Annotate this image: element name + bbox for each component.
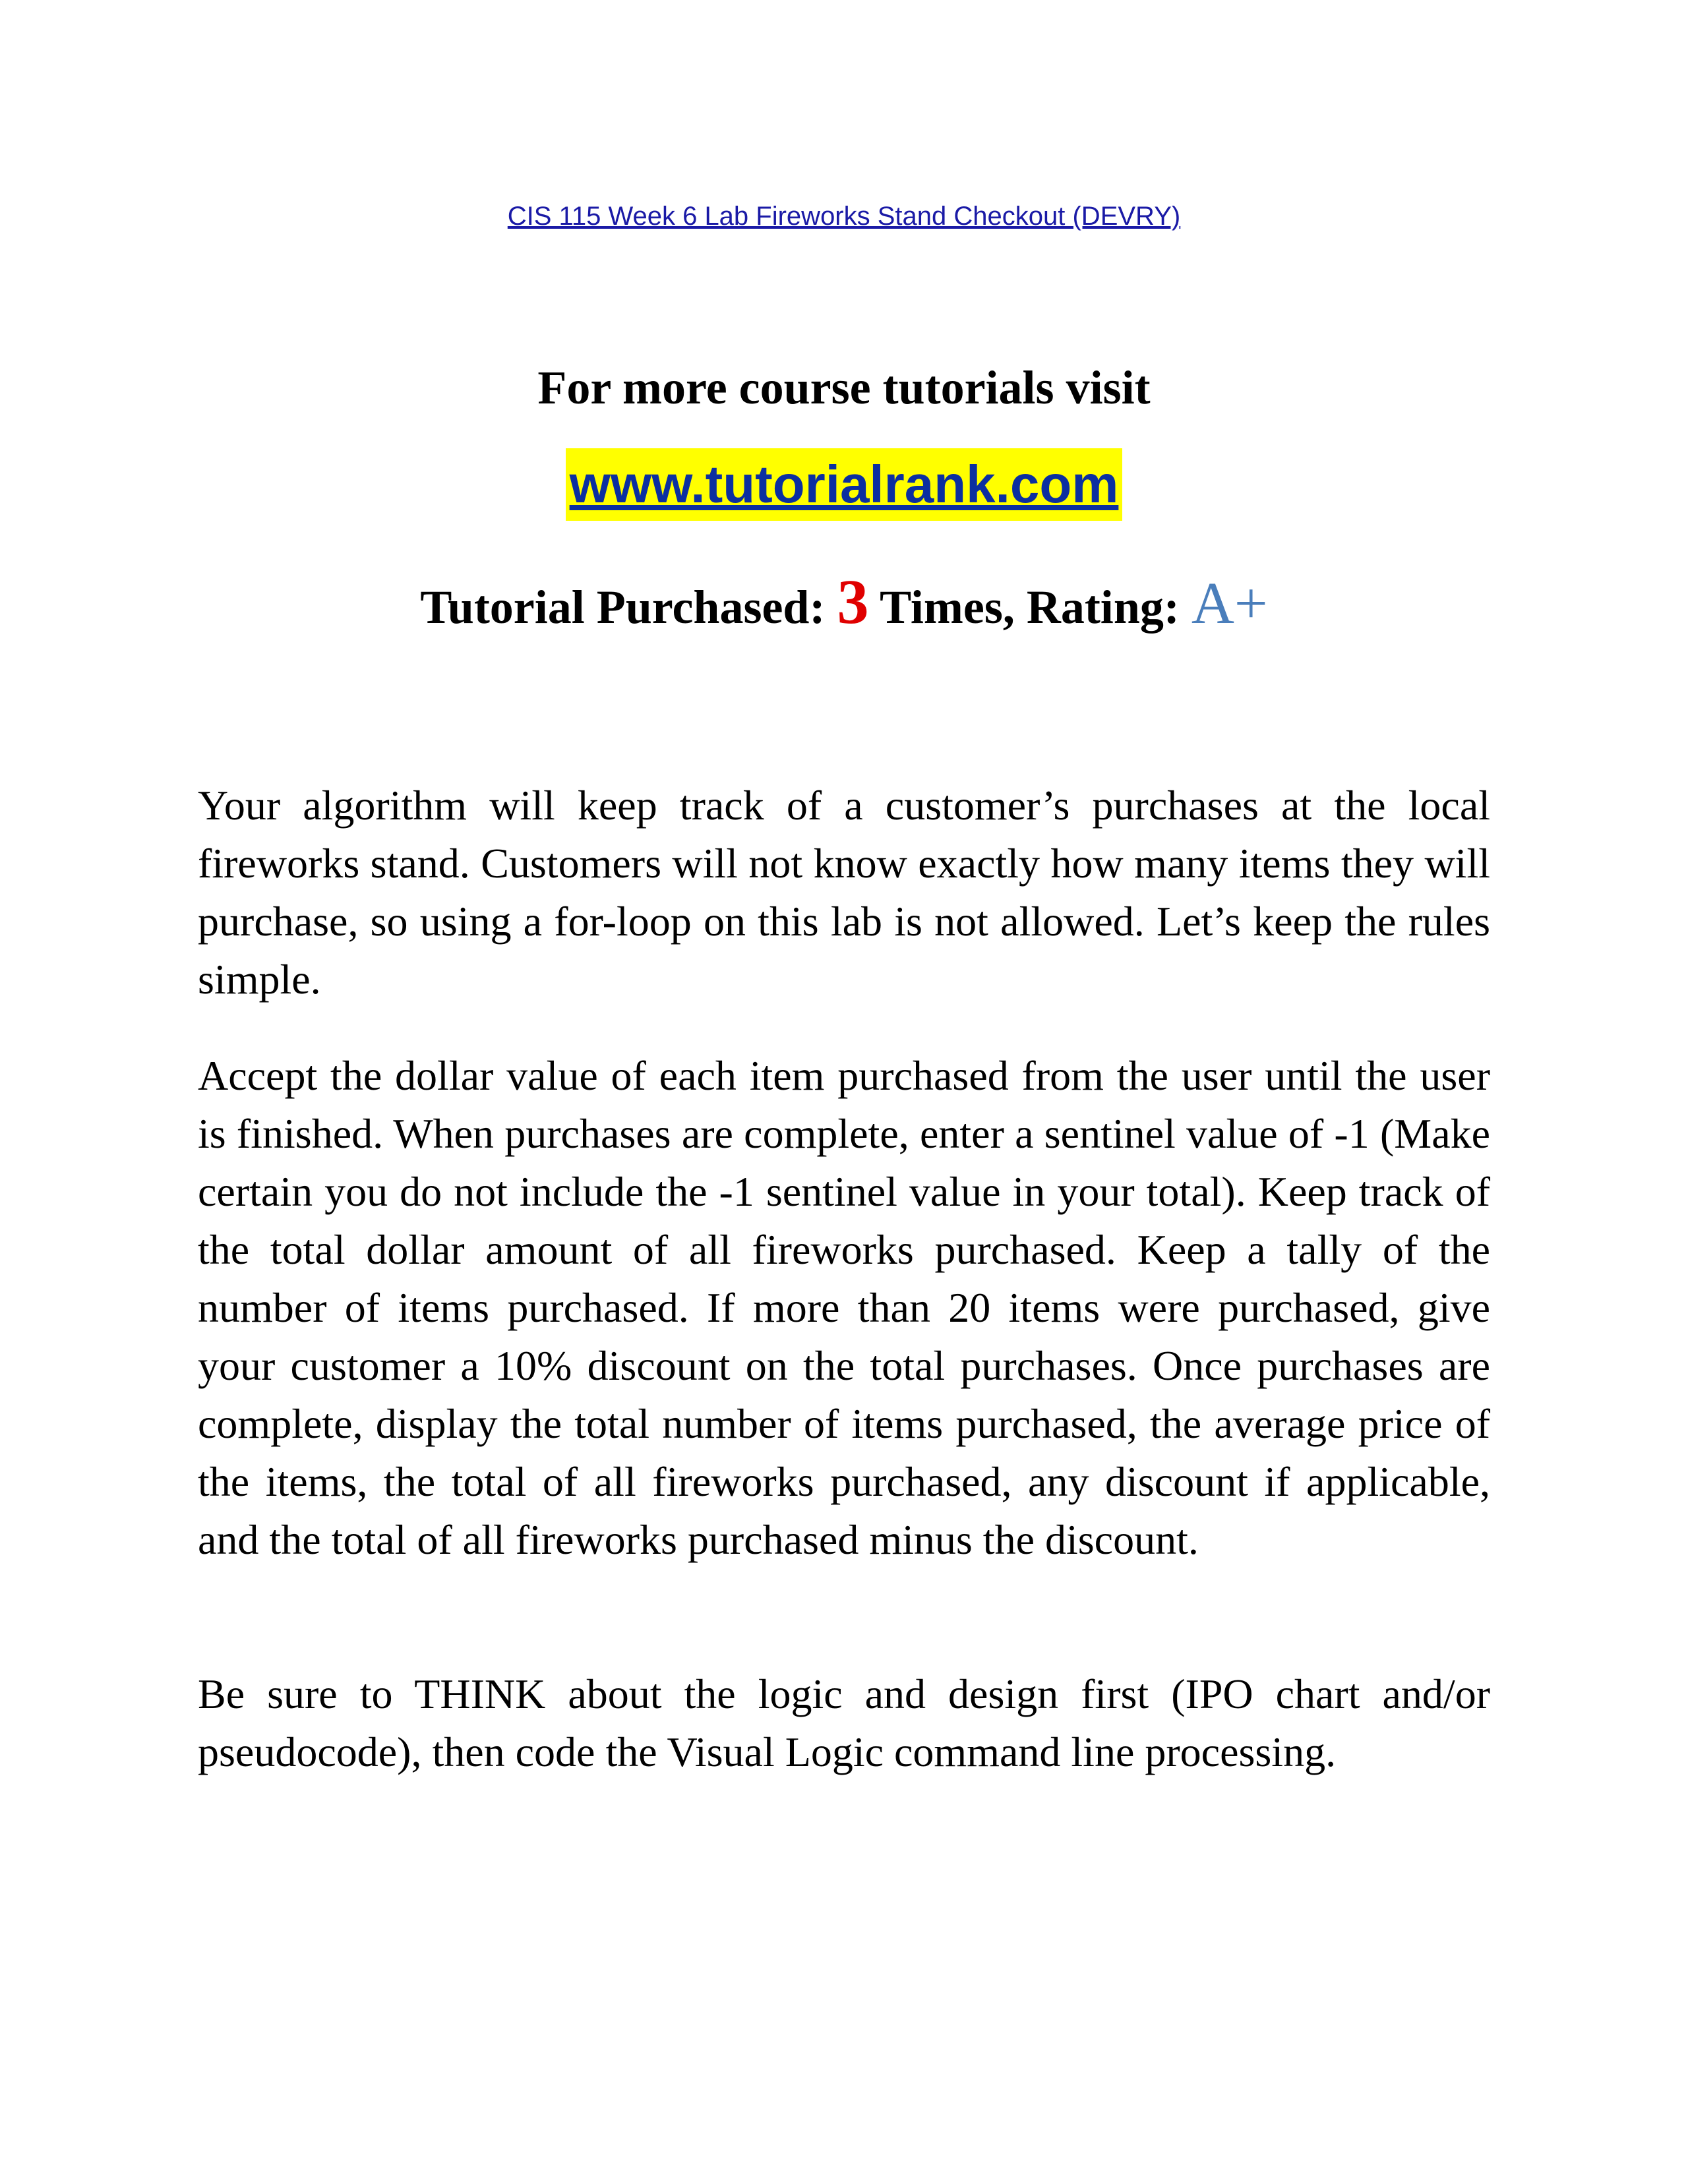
title-link[interactable]: CIS 115 Week 6 Lab Fireworks Stand Checkout (DEVRY)	[507, 202, 1181, 231]
times-rating-label: Times, Rating:	[880, 581, 1180, 634]
paragraph-requirements: Accept the dollar value of each item purchased from the user until the user is finished. When purchases are complete, enter a sentinel value of -1 (Make certain you do not include the -1 sentinel value in your total). Keep track of the total dollar amount of all fireworks purchased. Keep a tally of the number of items purchased. If more than 20 items were purchased, give your customer a 10% discount on the total purchases. Once purchases are complete, display the total number of items purchased, the average price of the items, the total of all fireworks purchased, any discount if applicable, and the total of all fireworks purchased minus the discount.	[198, 1052, 1490, 1563]
purchased-label: Tutorial Purchased:	[420, 581, 826, 634]
paragraph-intro: Your algorithm will keep track of a customer’s purchases at the local fireworks stand. Customers will not know exactly how many items they will purchase, so using a for-loop on this lab is not allowed. Let’s keep the rules simple.	[198, 782, 1490, 1003]
promo-heading: For more course tutorials visit	[537, 361, 1151, 414]
title-link-line	[0, 198, 1688, 235]
purchased-count: 3	[837, 566, 869, 637]
tutorial-stats	[0, 566, 1688, 643]
site-link[interactable]: www.tutorialrank.com	[566, 448, 1123, 521]
paragraph-design-note: Be sure to THINK about the logic and design first (IPO chart and/or pseudocode), then code the Visual Logic command line processing.	[198, 1670, 1490, 1775]
site-link-line	[0, 448, 1688, 536]
rating-value: A+	[1191, 571, 1268, 636]
